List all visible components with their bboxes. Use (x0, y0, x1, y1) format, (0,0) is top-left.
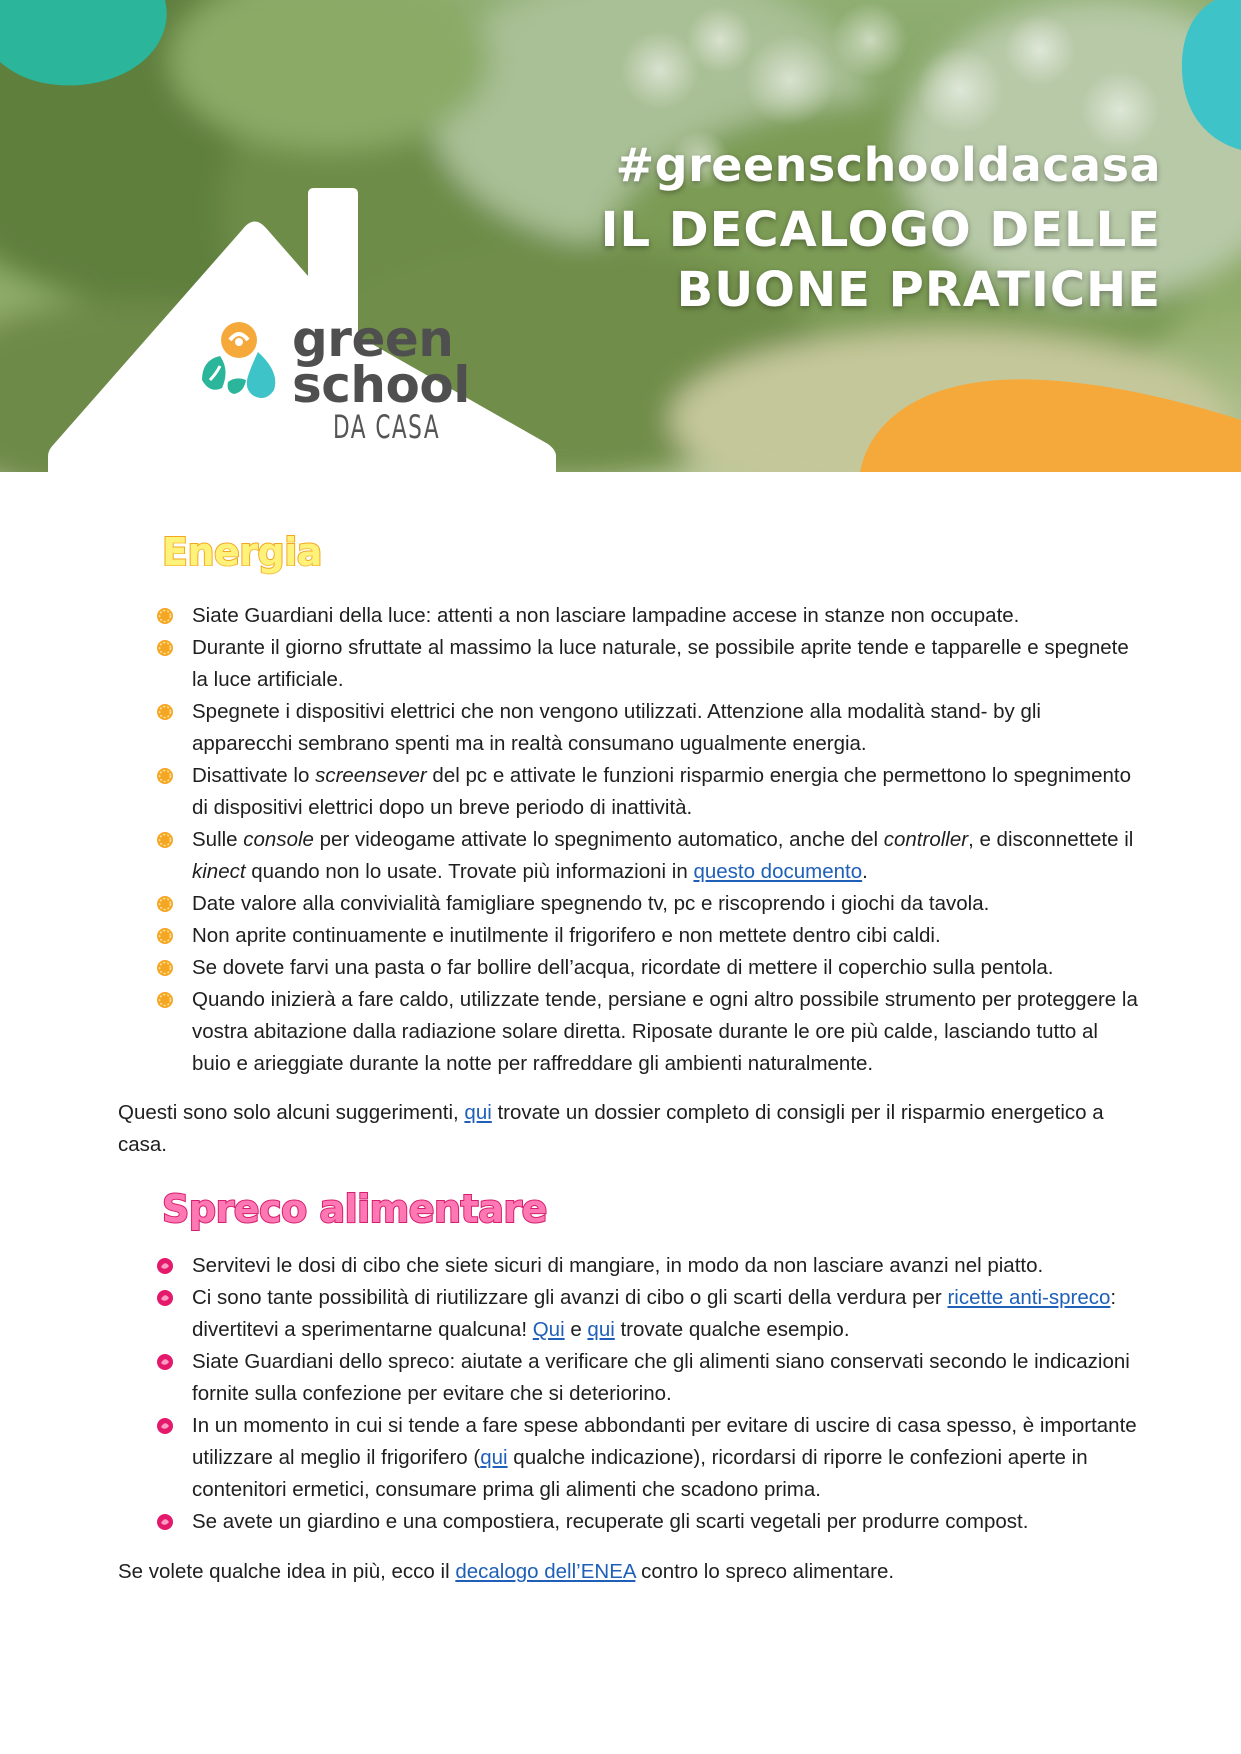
text-fragment: , e disconnettete il (968, 828, 1134, 851)
questo-documento-link[interactable]: questo documento (693, 860, 863, 883)
qui-link-1[interactable]: Qui (532, 1318, 565, 1341)
energia-footer-paragraph (118, 1097, 1128, 1161)
list-item-text: Siate Guardiani della luce: attenti a non lasciare lampadine accese in stanze non occupate. (192, 604, 1020, 627)
list-item-text-em: screensever (315, 764, 427, 787)
text-fragment: e (564, 1318, 588, 1341)
list-item-text: Servitevi le dosi di cibo che siete sicuri di mangiare, in modo da non lasciare avanzi nel piatto. (192, 1254, 1044, 1277)
text-fragment: quando non lo usate. Trovate più informazioni in (245, 860, 694, 883)
text-em: kinect (192, 860, 246, 883)
pink-bullet-icon (156, 1289, 174, 1307)
text-em: console (243, 828, 314, 851)
pink-bullet-icon (156, 1353, 174, 1371)
list-item (150, 920, 1140, 952)
list-item-text: Siate Guardiani dello spreco: aiutate a verificare che gli alimenti siano conservati secondo le indicazioni fornite sulla confezione per evitare che si deteriorino. (192, 1350, 1130, 1405)
list-item-text: Durante il giorno sfruttate al massimo la luce naturale, se possibile aprite tende e tapparelle e spegnete la luce artificiale. (192, 636, 1129, 691)
text-fragment: : divertitevi a sperimentarne qualcuna! (192, 1286, 1117, 1341)
header-banner (0, 0, 1241, 472)
energia-list (150, 600, 1140, 1080)
text-fragment: Se volete qualche idea in più, ecco il (118, 1560, 456, 1583)
text-fragment: per videogame attivate lo spegnimento automatico, anche del (313, 828, 884, 851)
list-item (150, 632, 1140, 696)
text-fragment: qualche indicazione), ricordarsi di riporre le confezioni aperte in contenitori ermetici, consumare prima gli alimenti che scadono prima. (192, 1446, 1088, 1501)
text-fragment: trovate un dossier completo di consigli per il risparmio energetico a casa. (118, 1101, 1104, 1156)
list-item-text: Date valore alla convivialità famigliare spegnendo tv, pc e riscoprendo i giochi da tavola. (192, 892, 990, 915)
qui-dossier-link[interactable]: qui (464, 1101, 492, 1124)
list-item (150, 600, 1140, 632)
text-fragment: Ci sono tante possibilità di riutilizzare gli avanzi di cibo o gli scarti della verdura per (192, 1286, 948, 1309)
list-item-text: Non aprite continuamente e inutilmente il frigorifero e non mettete dentro cibi caldi. (192, 924, 941, 947)
logo-word-school: school (292, 356, 470, 414)
sun-bullet-icon (156, 767, 174, 785)
list-item (150, 1250, 1140, 1282)
text-fragment: trovate qualche esempio. (614, 1318, 850, 1341)
list-item-text: Se avete un giardino e una compostiera, recuperate gli scarti vegetali per produrre compost. (192, 1510, 1029, 1533)
list-item (150, 1410, 1140, 1506)
green-school-logo-icon (196, 320, 282, 406)
qui-frigorifero-link[interactable]: qui (480, 1446, 508, 1469)
spreco-footer-paragraph (118, 1556, 1128, 1588)
text-fragment: In un momento in cui si tende a fare spese abbondanti per evitare di uscire di casa spesso, è importante utilizzare al meglio il frigorifero ( (192, 1414, 1137, 1469)
banner-title-line-2: BUONE PRATICHE (676, 262, 1161, 318)
sun-bullet-icon (156, 607, 174, 625)
section-title-spreco-alimentare: Spreco alimentare (162, 1187, 547, 1231)
sun-bullet-icon (156, 639, 174, 657)
sun-bullet-icon (156, 703, 174, 721)
qui-link-2[interactable]: qui (587, 1318, 615, 1341)
list-item (150, 1346, 1140, 1410)
list-item-text-post: del pc e attivate le funzioni risparmio energia che permettono lo spegnimento di dispositivi elettrici dopo un breve periodo di inattività. (192, 764, 1131, 819)
logo-word-dacasa: DA CASA (333, 408, 441, 446)
pink-bullet-icon (156, 1417, 174, 1435)
sun-bullet-icon (156, 959, 174, 977)
list-item (150, 1282, 1140, 1346)
list-item (150, 696, 1140, 760)
list-item (150, 760, 1140, 824)
text-fragment: Sulle (192, 828, 244, 851)
text-fragment: . (862, 860, 868, 883)
pink-bullet-icon (156, 1513, 174, 1531)
list-item (150, 952, 1140, 984)
decalogo-enea-link[interactable]: decalogo dell’ENEA (455, 1560, 636, 1583)
list-item-text-pre: Disattivate lo (192, 764, 316, 787)
sun-bullet-icon (156, 831, 174, 849)
list-item (150, 824, 1140, 888)
sun-bullet-icon (156, 927, 174, 945)
list-item-text: Spegnete i dispositivi elettrici che non vengono utilizzati. Attenzione alla modalità stand- by gli apparecchi sembrano spenti ma in realtà consumano ugualmente energia. (192, 700, 1041, 755)
pink-bullet-icon (156, 1257, 174, 1275)
sun-bullet-icon (156, 991, 174, 1009)
text-fragment: Questi sono solo alcuni suggerimenti, (118, 1101, 465, 1124)
sun-bullet-icon (156, 895, 174, 913)
list-item (150, 888, 1140, 920)
section-title-energia: Energia (162, 530, 322, 574)
list-item (150, 984, 1140, 1080)
spreco-list (150, 1250, 1140, 1538)
list-item-text: Quando inizierà a fare caldo, utilizzate tende, persiane e ogni altro possibile strumento per proteggere la vostra abitazione dalla radiazione solare diretta. Riposate durante le ore più calde, lasciando tutto al buio e arieggiate durante la notte per raffreddare gli ambienti naturalmente. (192, 988, 1138, 1075)
ricette-anti-spreco-link[interactable]: ricette anti-spreco (947, 1286, 1111, 1309)
banner-title-line-1: IL DECALOGO DELLE (600, 202, 1161, 258)
banner-hashtag: #greenschooldacasa (615, 138, 1161, 192)
list-item-text: Se dovete farvi una pasta o far bollire dell’acqua, ricordate di mettere il coperchio sulla pentola. (192, 956, 1054, 979)
text-fragment: contro lo spreco alimentare. (635, 1560, 895, 1583)
logo-word-green: green (292, 310, 454, 368)
text-em: controller (883, 828, 969, 851)
list-item (150, 1506, 1140, 1538)
